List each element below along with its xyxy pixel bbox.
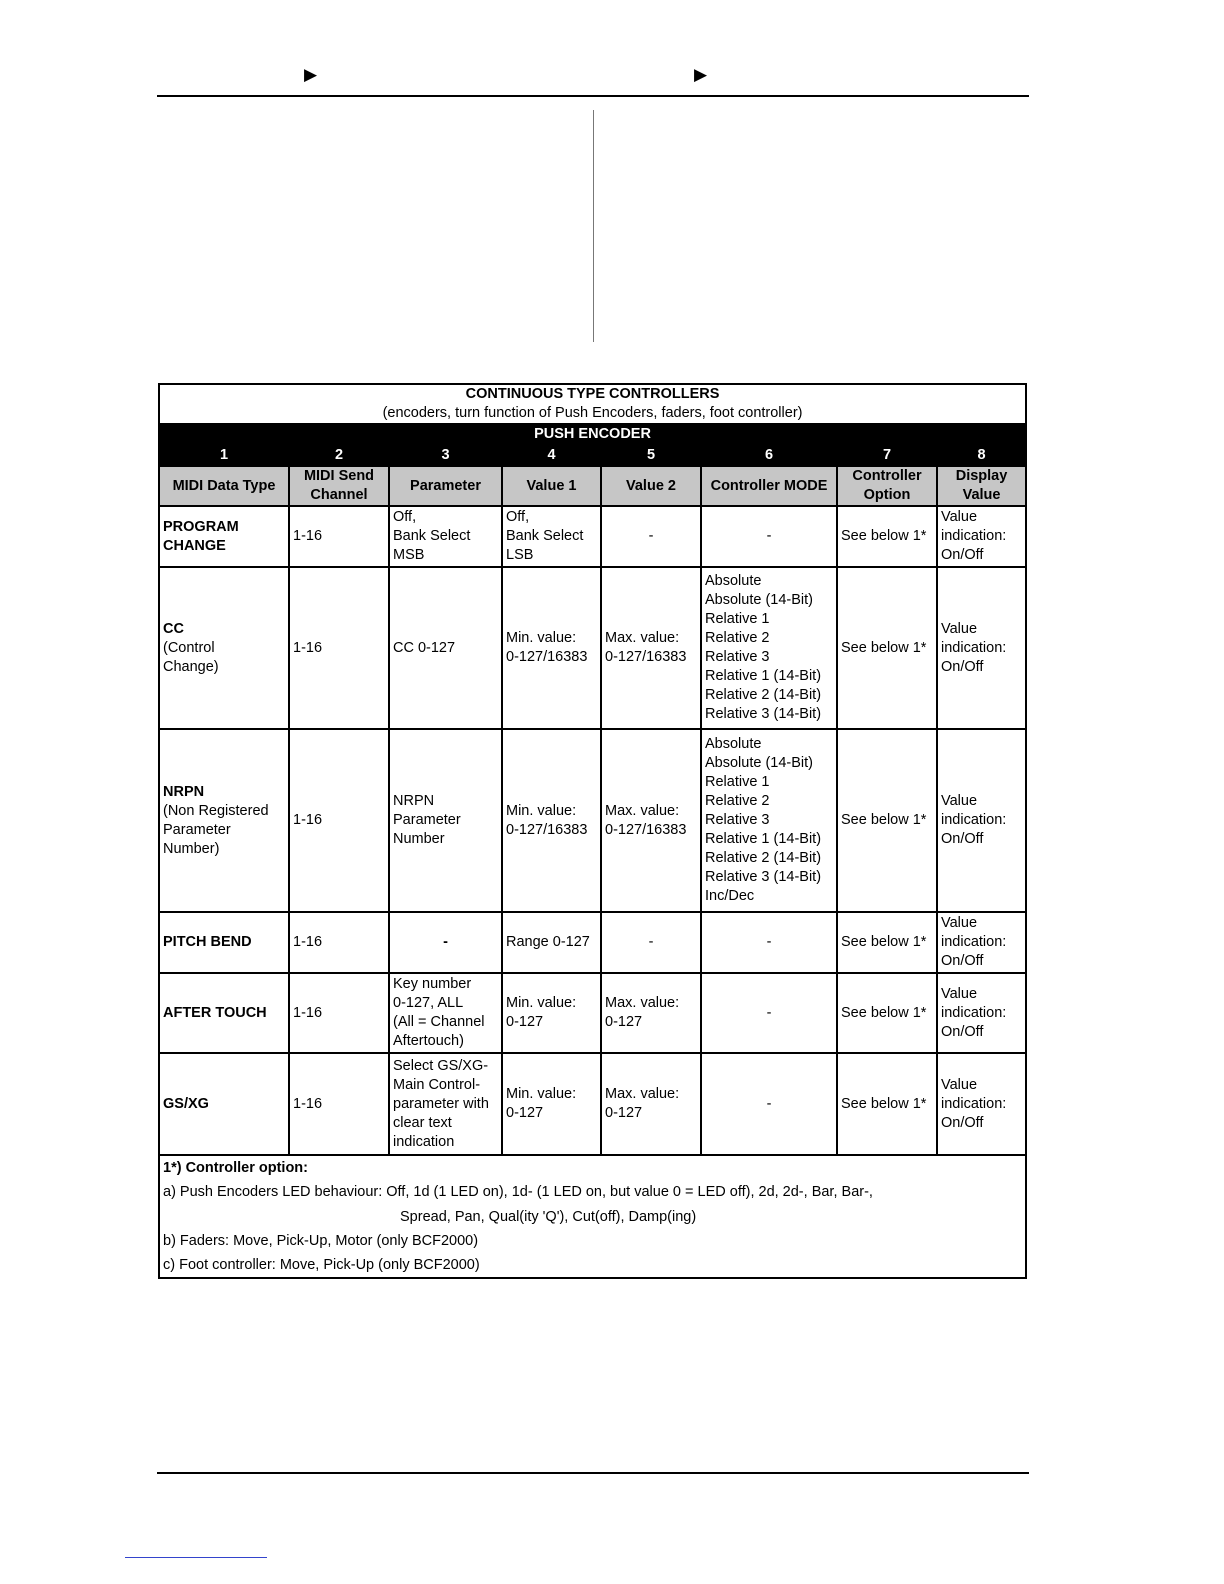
footer-rule: [157, 1472, 1029, 1474]
cell-line: Change): [163, 658, 219, 675]
cell-line: Main Control-: [393, 1076, 481, 1093]
cell-line: Option: [863, 487, 911, 503]
cell-line: LSB: [506, 547, 534, 563]
cell-line: Relative 1: [705, 611, 770, 627]
cell-display-value: [937, 567, 1026, 729]
cell-line: PROGRAM: [163, 518, 239, 535]
cell-line: (All = Channel: [393, 1014, 485, 1030]
cell-line: NRPN: [393, 793, 435, 809]
cell-channel: 1-16: [289, 729, 389, 912]
cell-line: 0-127/16383: [506, 821, 588, 838]
column-number: 8: [937, 445, 1026, 466]
cell-line: Max. value:: [605, 995, 680, 1011]
cell-midi-data-type: [159, 729, 289, 912]
footnote-line: c) Foot controller: Move, Pick-Up (only BCF2000): [163, 1257, 480, 1274]
cell-line: Value 2: [626, 477, 676, 494]
controller-table: [158, 383, 1027, 1279]
cell-line: MIDI Send: [303, 468, 375, 484]
cell-line: On/Off: [941, 953, 984, 969]
cell-line: Relative 1 (14-Bit): [705, 831, 822, 847]
column-header: [837, 466, 937, 506]
cell-line: Parameter: [163, 821, 231, 838]
cell-line: -: [443, 934, 448, 950]
cell-line: Controller MODE: [710, 477, 828, 494]
cell-controller-mode: [701, 912, 837, 973]
column-number: 4: [502, 445, 601, 466]
table-row: [159, 973, 1026, 1053]
cell-midi-data-type: [159, 506, 289, 567]
cell-value1: [502, 1053, 601, 1155]
cell-line: Relative 3 (14-Bit): [705, 706, 822, 722]
cell-line: indication: [393, 1133, 455, 1150]
cell-line: On/Off: [941, 547, 984, 563]
cell-channel: 1-16: [289, 912, 389, 973]
footnote-line: b) Faders: Move, Pick-Up, Motor (only BCF2000): [163, 1232, 479, 1249]
cell-parameter: [389, 506, 502, 567]
table-row: [159, 506, 1026, 567]
cell-display-value: [937, 973, 1026, 1053]
cell-parameter: [389, 1053, 502, 1155]
cell-controller-mode: [701, 1053, 837, 1155]
cell-line: -: [766, 528, 772, 544]
cell-line: PITCH BEND: [163, 934, 252, 950]
cell-line: Relative 3 (14-Bit): [705, 869, 822, 885]
cell-line: Relative 2 (14-Bit): [705, 850, 822, 866]
cell-display-value: [937, 506, 1026, 567]
footnote: [159, 1155, 1026, 1278]
cell-line: AFTER TOUCH: [163, 1004, 267, 1021]
column-number: 6: [701, 445, 837, 466]
cell-line: indication:: [941, 812, 1007, 828]
cell-value2: [601, 729, 701, 912]
cell-line: Min. value:: [506, 995, 577, 1011]
cell-line: parameter with: [393, 1095, 489, 1112]
column-number: 5: [601, 445, 701, 466]
table-row: [159, 1053, 1026, 1155]
cell-value1: [502, 506, 601, 567]
column-header: [502, 466, 601, 506]
cell-line: Relative 2 (14-Bit): [705, 687, 822, 703]
cell-line: Number): [163, 840, 220, 857]
column-header: [701, 466, 837, 506]
cell-controller-option: See below 1*: [837, 567, 937, 729]
column-header-row: [159, 466, 1026, 506]
cell-line: Relative 1 (14-Bit): [705, 668, 822, 684]
cell-midi-data-type: [159, 973, 289, 1053]
cell-line: MIDI Data Type: [172, 477, 276, 494]
column-number: 3: [389, 445, 502, 466]
cell-line: Controller: [852, 468, 922, 484]
table-subtitle: (encoders, turn function of Push Encoders, faders, foot controller): [382, 405, 803, 421]
cell-line: Bank Select: [393, 528, 471, 544]
cell-line: Value: [941, 1076, 978, 1093]
cell-line: 0-127/16383: [506, 649, 588, 665]
cell-line: Value: [941, 509, 978, 525]
cell-line: 0-127: [605, 1105, 643, 1121]
cell-line: Off,: [393, 509, 417, 525]
cell-line: Relative 2: [705, 793, 770, 809]
cell-value1: [502, 973, 601, 1053]
footnote-row: [159, 1155, 1026, 1278]
cell-channel: 1-16: [289, 567, 389, 729]
cell-line: 0-127, ALL: [393, 995, 464, 1011]
column-number: 7: [837, 445, 937, 466]
table-title: CONTINUOUS TYPE CONTROLLERS: [465, 386, 720, 402]
footnote-line: Spread, Pan, Qual(ity 'Q'), Cut(off), Damp(ing): [400, 1208, 697, 1225]
cell-line: -: [648, 528, 654, 544]
cell-value2: [601, 912, 701, 973]
cell-controller-option: See below 1*: [837, 912, 937, 973]
cell-controller-option: See below 1*: [837, 973, 937, 1053]
column-divider: [593, 110, 594, 342]
cell-line: Absolute: [705, 736, 762, 752]
cell-parameter: [389, 912, 502, 973]
arrow-right-icon: ▶: [694, 65, 708, 84]
cell-controller-mode: [701, 567, 837, 729]
cell-line: 0-127/16383: [605, 649, 687, 665]
cell-line: Channel: [310, 487, 368, 503]
cell-controller-option: See below 1*: [837, 506, 937, 567]
cell-line: Number: [393, 831, 445, 847]
cell-line: -: [766, 1095, 772, 1112]
cell-line: -: [766, 1004, 772, 1021]
cell-line: CC: [163, 620, 184, 637]
cell-line: Absolute (14-Bit): [705, 755, 813, 771]
cell-line: 0-127/16383: [605, 821, 687, 838]
cell-line: (Non Registered: [163, 802, 269, 819]
cell-controller-mode: [701, 973, 837, 1053]
cell-line: Value: [941, 985, 978, 1002]
cell-value1: [502, 567, 601, 729]
table-row: [159, 567, 1026, 729]
cell-line: 0-127: [506, 1105, 544, 1121]
cell-line: Min. value:: [506, 630, 577, 646]
cell-line: Relative 1: [705, 774, 770, 790]
cell-line: Value: [941, 620, 978, 637]
cell-midi-data-type: [159, 567, 289, 729]
cell-line: Value: [962, 487, 1001, 503]
cell-value1: [502, 729, 601, 912]
cell-line: indication:: [941, 639, 1007, 656]
cell-line: -: [766, 934, 772, 950]
cell-line: indication:: [941, 934, 1007, 950]
cell-controller-mode: [701, 506, 837, 567]
cell-line: CHANGE: [163, 537, 226, 554]
column-number-row: [159, 445, 1026, 466]
cell-value2: [601, 973, 701, 1053]
cell-line: Aftertouch): [393, 1033, 464, 1049]
cell-line: Parameter: [410, 477, 481, 494]
cell-line: Range 0-127: [506, 934, 590, 950]
cell-line: Relative 3: [705, 812, 770, 828]
cell-line: Min. value:: [506, 802, 577, 819]
column-number: 2: [289, 445, 389, 466]
cell-display-value: [937, 729, 1026, 912]
table-row: [159, 729, 1026, 912]
cell-line: Value 1: [526, 477, 577, 494]
cell-display-value: [937, 1053, 1026, 1155]
cell-line: indication:: [941, 528, 1007, 544]
cell-controller-option: See below 1*: [837, 729, 937, 912]
cell-line: Display: [955, 468, 1008, 484]
cell-parameter: [389, 729, 502, 912]
cell-line: 0-127: [506, 1014, 544, 1030]
cell-line: Off,: [506, 509, 530, 525]
cell-parameter: [389, 973, 502, 1053]
cell-line: MSB: [393, 547, 425, 563]
cell-controller-mode: [701, 729, 837, 912]
cell-line: Max. value:: [605, 802, 680, 819]
cell-line: clear text: [393, 1114, 452, 1131]
cell-midi-data-type: [159, 1053, 289, 1155]
cell-line: Max. value:: [605, 630, 680, 646]
cell-value2: [601, 506, 701, 567]
cell-line: (Control: [163, 639, 215, 656]
column-header: [289, 466, 389, 506]
column-header: [159, 466, 289, 506]
footnote-heading: 1*) Controller option:: [163, 1160, 308, 1176]
cell-line: NRPN: [163, 783, 205, 800]
cell-channel: 1-16: [289, 506, 389, 567]
cell-channel: 1-16: [289, 973, 389, 1053]
cell-line: CC 0-127: [393, 639, 456, 656]
cell-controller-option: See below 1*: [837, 1053, 937, 1155]
cell-line: indication:: [941, 1004, 1007, 1021]
column-number: 1: [159, 445, 289, 466]
cell-value2: [601, 567, 701, 729]
cell-line: Absolute: [705, 573, 762, 589]
cell-line: Relative 2: [705, 630, 770, 646]
cell-value2: [601, 1053, 701, 1155]
cell-line: GS/XG: [163, 1095, 209, 1112]
cell-line: On/Off: [941, 1114, 984, 1131]
arrow-right-icon: ▶: [304, 65, 318, 84]
cell-line: On/Off: [941, 1023, 984, 1040]
column-header: [601, 466, 701, 506]
cell-line: 0-127: [605, 1014, 643, 1030]
cell-line: On/Off: [941, 658, 984, 675]
cell-value1: [502, 912, 601, 973]
cell-line: Relative 3: [705, 649, 770, 665]
cell-line: Value: [941, 793, 978, 809]
cell-line: On/Off: [941, 831, 984, 847]
cell-line: Select GS/XG-: [393, 1057, 489, 1074]
footnote-line: a) Push Encoders LED behaviour: Off, 1d (1 LED on), 1d- (1 LED on, but value 0 = LED off), 2d, 2d-, Bar, Bar-,: [163, 1184, 873, 1201]
cell-line: Inc/Dec: [705, 888, 755, 904]
cell-line: Max. value:: [605, 1086, 680, 1102]
link-underline: [125, 1557, 267, 1558]
cell-channel: 1-16: [289, 1053, 389, 1155]
table-row: [159, 912, 1026, 973]
cell-line: Min. value:: [506, 1086, 577, 1102]
cell-midi-data-type: [159, 912, 289, 973]
header-rule: [157, 95, 1029, 97]
cell-line: indication:: [941, 1095, 1007, 1112]
section-label: PUSH ENCODER: [159, 424, 1026, 445]
cell-line: Bank Select: [506, 528, 584, 544]
cell-line: Absolute (14-Bit): [705, 592, 813, 608]
cell-line: -: [648, 934, 654, 950]
cell-line: Key number: [393, 976, 472, 992]
column-header: [389, 466, 502, 506]
table-title-cell: [159, 384, 1026, 424]
cell-parameter: [389, 567, 502, 729]
cell-line: Parameter: [393, 812, 461, 828]
cell-line: Value: [941, 915, 978, 931]
cell-display-value: [937, 912, 1026, 973]
column-header: [937, 466, 1026, 506]
